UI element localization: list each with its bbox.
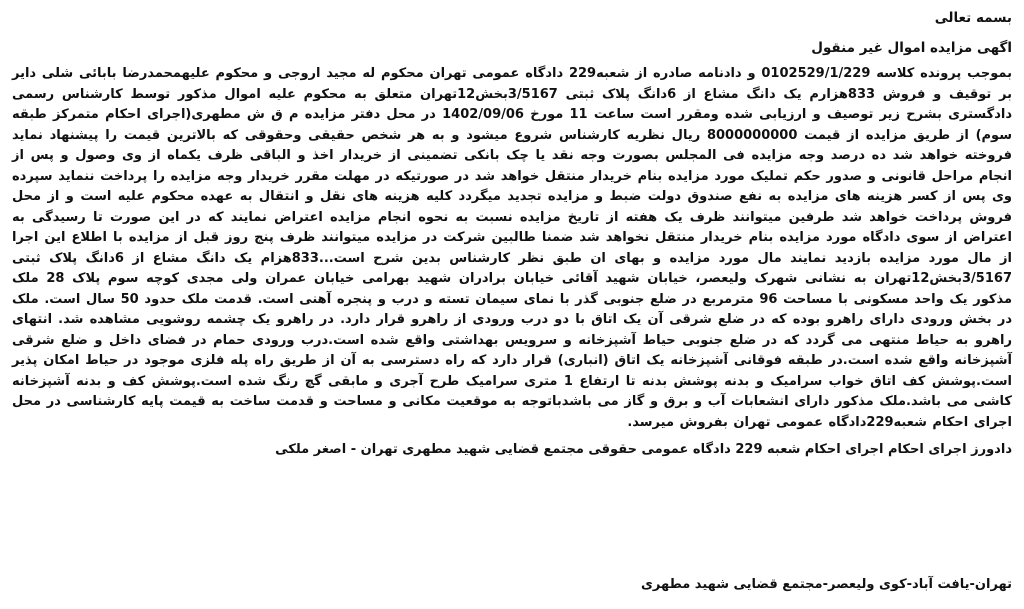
- notice-body: بموجب پرونده کلاسه 0102529/1/229 و دادنامه صادره از شعبه229 دادگاه عمومی تهران محکوم له مجید اروجی و محکوم علیهمحمدرضا بابائی شلی دایر بر توقیف و فروش 833هزارم یک دانگ مشاع از 6دانگ پلاک ثبتی 3/5167بخش12تهران متعلق به محکوم علیه اموال مذکور توسط کارشناس رسمی دادگستری بشرح زیر توصیف و ارزیابی شده ومقرر است ساعت 11 مورخ 1402/09/06 در محل دفتر مزایده م ق ش مطهری(اجرای احکام متمرکز طبقه سوم) از طریق مزایده از قیمت 8000000000 ریال نظریه کارشناس شروع میشود و به هر شخص حقیقی وحقوقی که بالاترین قیمت را پیشنهاد نماید فروخته خواهد شد ده درصد وجه مزایده فی المجلس بصورت وجه نقد یا چک بانکی تضمینی از خریدار اخذ و الباقی ظرف یکماه از وی وصول و پس از انجام مراحل قانونی و صدور حکم تملیک مورد مزایده بنام خریدار منتقل خواهد شد در صورتیکه در مهلت مقرر خریدار وجه مزایده را پرداخت ننماید سپرده وی پس از کسر هزینه های مزایده به نفع صندوق دولت ضبط و مزایده تجدید میگردد کلیه هزینه های نقل و انتقال به عهده محکوم علیه است و از محل فروش پرداخت خواهد شد طرفین میتوانند ظرف یک هفته از تاریخ مزایده نسبت به نحوه انجام مزایده اعتراض نمایند که در این صورت تا رسیدگی به اعتراض از سوی دادگاه مورد مزایده بنام خریدار منتقل نخواهد شد ضمنا طالبین شرکت در مزایده میتوانند ظرف پنج روز قبل از مزایده با اطلاع این اجرا از مال مورد مزایده بازدید نمایند مال مورد مزایده و بهای ان طبق نظر کارشناس بدین شرح است...833هزام یک دانگ مشاع از 6دانگ پلاک ثبتی 3/5167بخش12تهران به نشانی شهرک ولیعصر، خیابان شهید آقائی خیابان برادران شهید بهرامی خیابان عمران ولی مجدی کوچه سوم پلاک 28 ملک مذکور یک واحد مسکونی با مساحت 96 مترمربع در ضلع جنوبی گذر با نمای سیمان تسته و درب و پنجره آهنی است. قدمت ملک حدود 50 سال است. ملک در بخش ورودی دارای راهرو بوده که در ضلع شرقی آن یک اتاق با دو درب ورودی از راهرو قرار دارد. در راهرو یک چشمه روشویی مشاهده شد. انتهای راهرو به حیاط منتهی می گردد که در ضلع جنوبی حیاط آشپزخانه و سرویس بهداشتی واقع شده است.درب ورودی حمام در فضای داخل و ضلع شرقی آشپزخانه واقع شده است.در طبقه فوقانی آشپزخانه یک اتاق (انباری) قرار دارد که راه دسترسی به آن از طریق راه پله فلزی موجود در حیاط امکان پذیر است.پوشش کف اتاق خواب سرامیک و بدنه پوشش بدنه تا ارتفاع 1 متری سرامیک طرح آجری و مابقی گچ رنگ شده است.پوشش کف و بدنه آشپزخانه کاشی می باشد.ملک مذکور دارای انشعابات آب و برق و گاز می باشدباتوجه به موقعیت مکانی و مساحت و قدمت ساخت به قیمت پایه کارشناسی در محل اجرای احکام شعبه229دادگاه عمومی تهران بفروش میرسد.: [12, 66, 1013, 430]
- notice-footer-address: تهران-یافت آباد-کوی ولیعصر-مجتمع قضایی شهید مطهری: [640, 577, 1012, 592]
- notice-signature: دادورز اجرای احکام اجرای احکام شعبه 229 دادگاه عمومی حقوقی مجتمع قضایی شهید مطهری تهران - اصغر ملکی: [275, 442, 1012, 457]
- notice-heading: بسمه تعالی: [934, 10, 1012, 26]
- notice-title: اگهی مزایده اموال غیر منقول: [811, 40, 1012, 56]
